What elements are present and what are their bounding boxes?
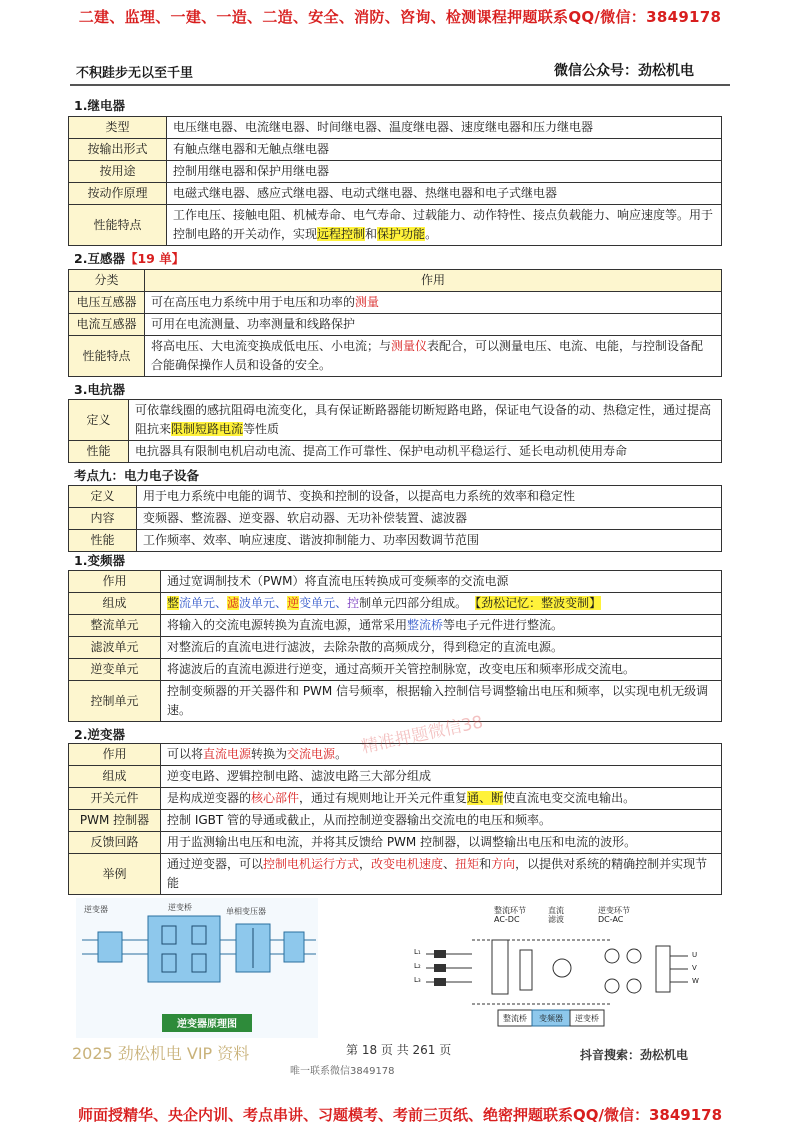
text: 表配合，可以测量电压、电流、电能，与控制设备配合能确保操作人员和设备的安全。: [151, 339, 704, 372]
red-text: 核心部件: [251, 791, 300, 805]
row-value: 控制用继电器和保护用继电器: [167, 161, 722, 183]
table-row: [69, 810, 722, 832]
row-value: [161, 788, 722, 810]
relay-table: [68, 116, 722, 246]
label-l2: L₂: [414, 962, 421, 970]
inverter-table: [68, 743, 722, 895]
section-title-reactor: 3.电抗器: [74, 382, 125, 397]
table-row: [69, 183, 722, 205]
highlight: 、: [479, 791, 492, 805]
label-rectifier-bridge: 整流桥: [503, 1014, 527, 1023]
header-slogan: 不积跬步无以至千里: [76, 66, 194, 81]
row-value: [161, 593, 722, 615]
text: 。: [335, 747, 348, 761]
row-key: 逆变单元: [69, 659, 161, 681]
row-value: [161, 854, 722, 895]
label-v: V: [692, 964, 697, 972]
table-row: [69, 832, 722, 854]
row-value: [167, 205, 722, 246]
label-l1: L₁: [414, 948, 421, 956]
label-inverter-bridge: 逆变桥: [168, 903, 192, 912]
row-key: 组成: [69, 766, 161, 788]
red-text: 控制电机运行方式: [263, 857, 360, 871]
vfd-circuit-diagram: [412, 906, 708, 1034]
row-key: 作用: [69, 744, 161, 766]
diagram-caption: 逆变器原理图: [177, 1019, 237, 1030]
red-text: 测量: [355, 295, 380, 309]
table-row: [69, 571, 722, 593]
row-key: 反馈回路: [69, 832, 161, 854]
section-title-transformer: [74, 249, 184, 267]
row-value: [161, 744, 722, 766]
row-key: 按动作原理: [69, 183, 167, 205]
text: 等电子元件进行整流。: [443, 618, 564, 632]
text: 将输入的交流电源转换为直流电源，通常采用: [167, 618, 408, 632]
title-text: 2.互感器: [74, 251, 125, 266]
row-key: 整流单元: [69, 615, 161, 637]
red-text: 方向: [491, 857, 516, 871]
highlight: 远程控制: [317, 227, 366, 241]
table-row: [69, 400, 722, 441]
table-row: [69, 508, 722, 530]
text: 将高电压、大电流变换成低电压、小电流；与: [151, 339, 392, 353]
text: ，: [359, 857, 372, 871]
row-value: [145, 336, 722, 377]
text: 可依靠线圈的感抗阻碍电流变化，具有保证断路器能切断短路电路，保证电气设备的动、热稳定性，通过提高阻抗来: [135, 403, 712, 436]
text: 通过逆变器，可以: [167, 857, 264, 871]
label-transformer: 单相变压器: [226, 907, 266, 916]
text: 制单元四部分组成。: [359, 596, 468, 610]
table-row: [69, 593, 722, 615]
title-tag: 【19 单】: [124, 251, 185, 266]
reactor-table: [68, 399, 722, 463]
table-row: [69, 615, 722, 637]
label-w: W: [692, 977, 699, 985]
red-text: 交流电源: [287, 747, 336, 761]
row-key: 定义: [69, 400, 129, 441]
label-vfd: 变频器: [539, 1014, 563, 1023]
highlight: 控: [347, 596, 360, 610]
section-title-inverter: 2.逆变器: [74, 727, 125, 742]
highlight: 保护功能: [377, 227, 426, 241]
text: 和: [365, 227, 378, 241]
table-row: [69, 788, 722, 810]
section-title-vfd: 1.变频器: [74, 553, 125, 568]
row-value: [161, 615, 722, 637]
table-row: [69, 117, 722, 139]
label-rectify-stage: 整流环节 AC-DC: [494, 906, 526, 924]
text: 和: [479, 857, 492, 871]
memo-tip: 【劲松记忆：整波变制】: [475, 596, 602, 610]
highlight: 限制短路电流: [171, 422, 244, 436]
table-header: [69, 270, 722, 292]
table-row: [69, 292, 722, 314]
row-value: [129, 400, 722, 441]
text: 流单元、: [179, 596, 228, 610]
blue-text: 整流桥: [407, 618, 444, 632]
highlight: 整: [167, 596, 180, 610]
row-value: 电磁式继电器、感应式继电器、电动式继电器、热继电器和电子式继电器: [167, 183, 722, 205]
highlight: 通: [467, 791, 480, 805]
table-row: [69, 681, 722, 722]
label-inverter: 逆变器: [84, 905, 108, 914]
label-l3: L₃: [414, 976, 421, 984]
text: 、: [443, 857, 456, 871]
row-key: 类型: [69, 117, 167, 139]
row-value: 工作频率、效率、响应速度、谐波抑制能力、功率因数调节范围: [137, 530, 722, 552]
watermark-contact: 唯一联系微信3849178: [290, 1066, 395, 1077]
row-value: 变频器、整流器、逆变器、软启动器、无功补偿装置、滤波器: [137, 508, 722, 530]
red-text: 测量仪: [391, 339, 428, 353]
highlight: 滤: [227, 596, 240, 610]
row-value: 电压继电器、电流继电器、时间继电器、温度继电器、速度继电器和压力继电器: [167, 117, 722, 139]
table-row: [69, 205, 722, 246]
row-key: 电流互感器: [69, 314, 145, 336]
row-key: 作用: [69, 571, 161, 593]
highlight: 断: [491, 791, 504, 805]
text: 可在高压电力系统中用于电压和功率的: [151, 295, 356, 309]
row-key: 按用途: [69, 161, 167, 183]
row-value: 逆变电路、逻辑控制电路、滤波电路三大部分组成: [161, 766, 722, 788]
bottom-banner: 师面授精华、央企内训、考点串讲、习题模考、考前三页纸、绝密押题联系QQ/微信：3849178: [77, 1106, 723, 1124]
text: 可以将: [167, 747, 204, 761]
table-row: [69, 530, 722, 552]
highlight: 逆: [287, 596, 300, 610]
text: 等性质: [243, 422, 280, 436]
table-row: [69, 314, 722, 336]
section-title-relay: 1.继电器: [74, 98, 125, 113]
red-text: 改变电机速度: [371, 857, 444, 871]
row-value: 有触点继电器和无触点继电器: [167, 139, 722, 161]
row-key: PWM 控制器: [69, 810, 161, 832]
row-value: 用于电力系统中电能的调节、变换和控制的设备，以提高电力系统的效率和稳定性: [137, 486, 722, 508]
text: 工作电压、接触电阻、机械寿命、电气寿命、过载能力、动作特性、接点负载能力、响应速度等。用于控制电路的开关动作，实现: [173, 208, 714, 241]
douyin-search: 抖音搜索：劲松机电: [580, 1048, 689, 1062]
row-key: 按输出形式: [69, 139, 167, 161]
column-header: 作用: [145, 270, 722, 292]
row-key: 电压互感器: [69, 292, 145, 314]
row-value: [145, 292, 722, 314]
page-header: [70, 58, 730, 86]
section-title-power-electronics: 考点九：电力电子设备: [74, 468, 200, 483]
transformer-table: [68, 269, 722, 377]
table-row: [69, 139, 722, 161]
row-key: 举例: [69, 854, 161, 895]
red-text: 直流电源: [203, 747, 252, 761]
row-value: 通过宽调制技术（PWM）将直流电压转换成可变频率的交流电源: [161, 571, 722, 593]
power-electronics-table: [68, 485, 722, 552]
row-value: 控制变频器的开关器件和 PWM 信号频率，根据输入控制信号调整输出电压和频率，以实现电机无级调速。: [161, 681, 722, 722]
text: 变单元、: [299, 596, 348, 610]
row-key: 性能特点: [69, 336, 145, 377]
table-row: [69, 336, 722, 377]
text: 。: [425, 227, 438, 241]
row-key: 性能: [69, 530, 137, 552]
column-header: 分类: [69, 270, 145, 292]
page-number: 第 18 页 共 261 页: [346, 1043, 452, 1057]
watermark-diagonal: 精准押题微信38: [359, 712, 485, 758]
row-value: 将滤波后的直流电源进行逆变，通过高频开关管控制脉宽，改变电压和频率形成交流电。: [161, 659, 722, 681]
row-value: 电抗器具有限制电机启动电流、提高工作可靠性、保护电动机平稳运行、延长电动机使用寿命: [129, 441, 722, 463]
row-key: 滤波单元: [69, 637, 161, 659]
label-dc-filter: 直流 滤波: [548, 906, 564, 924]
table-row: [69, 659, 722, 681]
row-key: 内容: [69, 508, 137, 530]
label-invert-stage: 逆变环节 DC-AC: [598, 906, 630, 924]
text: 是构成逆变器的: [167, 791, 252, 805]
table-row: [69, 766, 722, 788]
table-row: [69, 854, 722, 895]
vip-watermark: 2025 劲松机电 VIP 资料: [72, 1044, 250, 1063]
text: 转换为: [251, 747, 288, 761]
row-key: 控制单元: [69, 681, 161, 722]
table-row: [69, 161, 722, 183]
label-inverter-bridge-right: 逆变桥: [575, 1014, 599, 1023]
row-value: 可用在电流测量、功率测量和线路保护: [145, 314, 722, 336]
top-banner: 二建、监理、一建、一造、二造、安全、消防、咨询、检测课程押题联系QQ/微信：3849178: [78, 8, 722, 26]
text: 波单元、: [239, 596, 288, 610]
header-wechat: 微信公众号：劲松机电: [554, 63, 694, 79]
label-u: U: [692, 951, 698, 959]
row-key: 组成: [69, 593, 161, 615]
row-value: 对整流后的直流电进行滤波，去除杂散的高频成分，得到稳定的直流电源。: [161, 637, 722, 659]
table-row: [69, 637, 722, 659]
text: ，以提供对系统的精确控制并实现节能: [167, 857, 708, 890]
text: ，通过有规则地让开关元件重复: [299, 791, 468, 805]
red-text: 扭矩: [455, 857, 480, 871]
row-value: 控制 IGBT 管的导通或截止，从而控制逆变器输出交流电的电压和频率。: [161, 810, 722, 832]
inverter-principle-diagram: [76, 898, 318, 1038]
row-value: 用于监测输出电压和电流，并将其反馈给 PWM 控制器，以调整输出电压和电流的波形。: [161, 832, 722, 854]
vfd-table: [68, 570, 722, 722]
text: 使直流电变交流电输出。: [503, 791, 636, 805]
table-row: [69, 486, 722, 508]
row-key: 开关元件: [69, 788, 161, 810]
row-key: 性能: [69, 441, 129, 463]
row-key: 性能特点: [69, 205, 167, 246]
table-row: [69, 441, 722, 463]
row-key: 定义: [69, 486, 137, 508]
